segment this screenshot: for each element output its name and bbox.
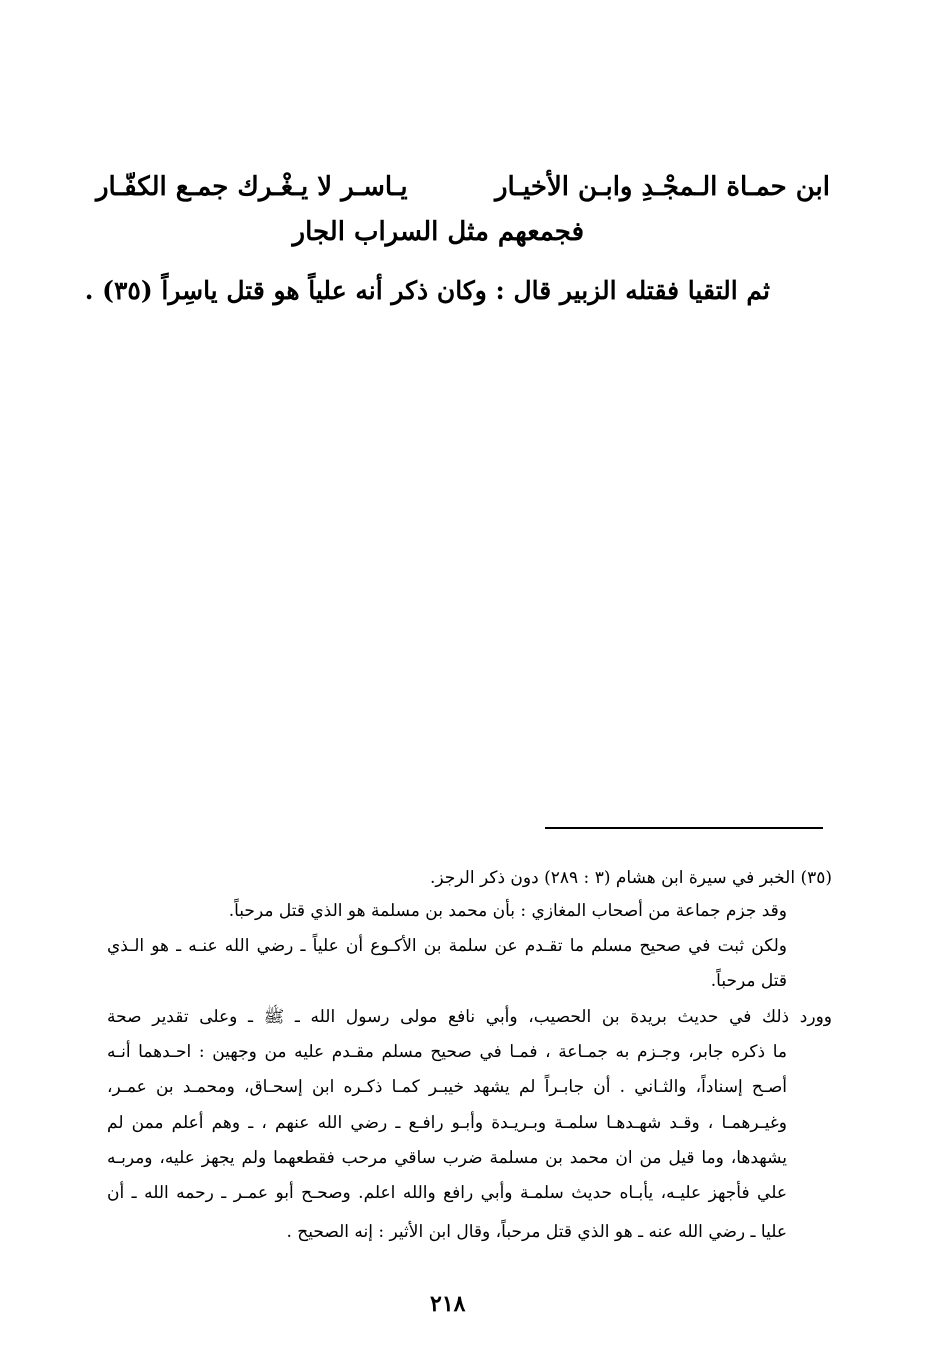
page-number: ٢١٨: [430, 1291, 466, 1317]
footnote-line-11: عليا ـ رضي الله عنه ـ هو الذي قتل مرحباً، وقال ابن الأثير : إنه الصحيح .: [286, 1222, 787, 1242]
footnote-line-2: وقد جزم جماعة من أصحاب المغازي : بأن محمد بن مسلمة هو الذي قتل مرحباً.: [228, 901, 787, 921]
poem-line-1-left: يـاسـر لا يـغْـرك جمـع الكفّـار: [96, 172, 408, 202]
footnote-line-4: قتل مرحباً.: [710, 971, 787, 991]
footnote-line-3: ولكن ثبت في صحيح مسلم ما تقـدم عن سلمة بن الأكـوع أن علياً ـ رضي الله عنـه ـ هو الـذي: [107, 936, 787, 956]
poem-line-2: فجمعهم مثل السراب الجار: [292, 217, 584, 247]
footnote-line-10: علي فأجهز عليـه، يأبـاه حديث سلمـة وأبي رافع والله اعلم. وصحـح أبو عمـر ـ رحمه الله ـ أن: [107, 1183, 787, 1203]
footnote-line-7: أصـح إسناداً، والثـاني . أن جابـراً لم يشهد خيبـر كمـا ذكـره ابن إسحـاق، ومحمـد بن عمـر،: [107, 1077, 787, 1097]
footnote-line-6: ما ذكره جابر، وجـزم به جمـاعة ، فمـا في صحيح مسلم مقـدم عليه من وجهين : احـدهما أنـه: [107, 1042, 787, 1062]
narrative-line: ثم التقيا فقتله الزبير قال : وكان ذكر أنه علياً هو قتل ياسِراً (٣٥) .: [84, 276, 770, 305]
footnote-line-8: وغيـرهمـا ، وقـد شهـدهـا سلمـة وبـريـدة وأبـو رافـع ـ رضي الله عنهم ، ـ وهم أعلم ممن لم: [107, 1113, 787, 1133]
footnote-line-5: وورد ذلك في حديث بريدة بن الحصيب، وأبي نافع مولى رسول الله ـ ﷺ ـ وعلى تقدير صحة: [107, 1007, 832, 1027]
footnote-line-1: (٣٥) الخبر في سيرة ابن هشام (٣ : ٢٨٩) دون ذكر الرجز.: [430, 868, 832, 888]
footnote-line-9: يشهدها، وما قيل من ان محمد بن مسلمة ضرب ساقي مرحب فقطعهما ولم يجهز عليه، ومربـه: [107, 1148, 787, 1168]
poem-line-1-right: ابن حمـاة الـمجْـدِ وابـن الأخيـار: [494, 172, 830, 202]
footnote-separator: [545, 827, 823, 829]
